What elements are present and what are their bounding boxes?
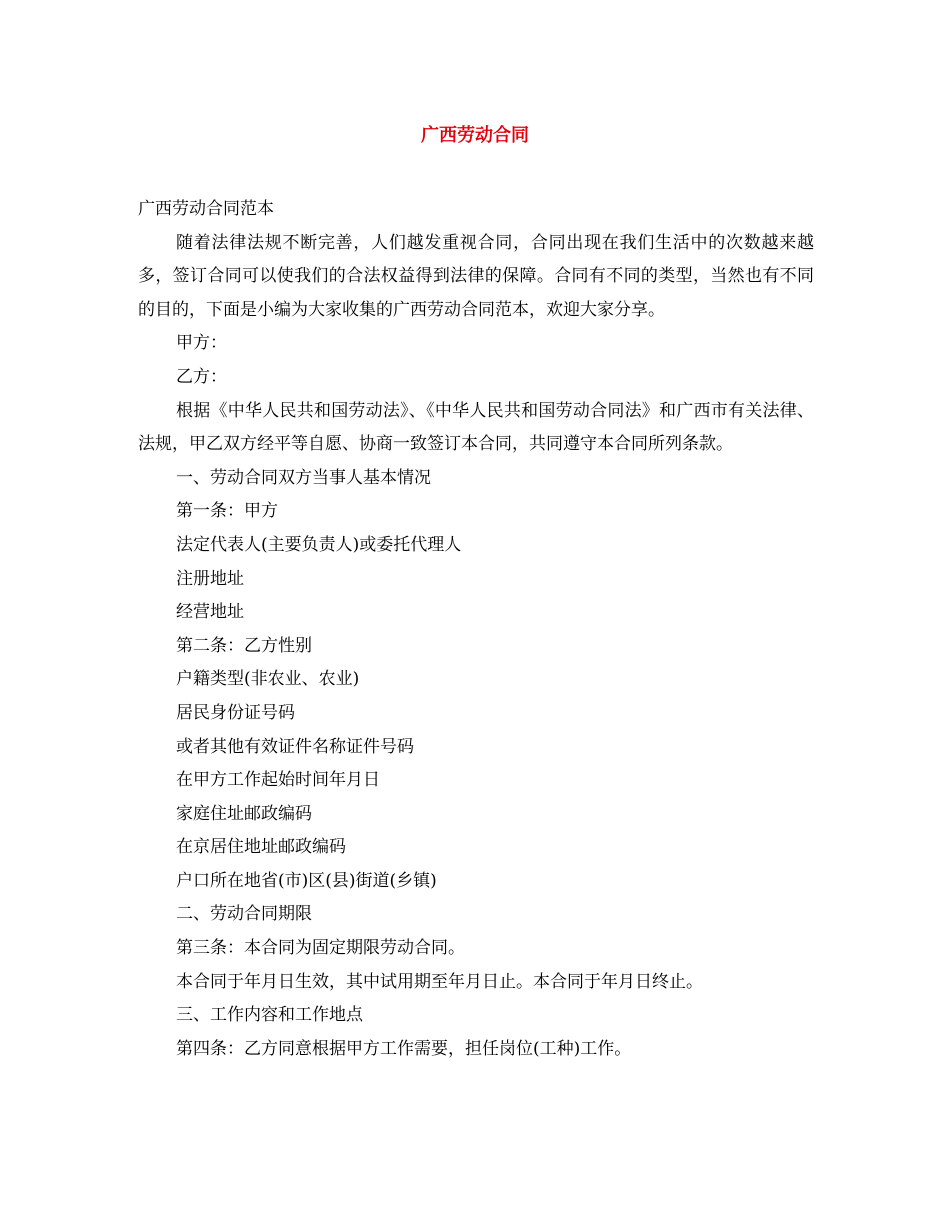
document-body — [138, 193, 814, 1066]
section-heading-term: 二、劳动合同期限 — [176, 904, 312, 925]
clause-2-line: 第二条：乙方性别 — [176, 635, 312, 656]
legal-representative-line: 法定代表人(主要负责人)或委托代理人 — [176, 534, 462, 555]
section-heading-basic-info: 一、劳动合同双方当事人基本情况 — [176, 467, 431, 488]
effective-date-line: 本合同于年月日生效，其中试用期至年月日止。本合同于年月日终止。 — [176, 971, 703, 992]
clause-4-line: 第四条：乙方同意根据甲方工作需要，担任岗位(工种)工作。 — [176, 1038, 632, 1059]
party-b-line: 乙方： — [176, 366, 227, 387]
intro-paragraph: 随着法律法规不断完善，人们越发重视合同，合同出现在我们生活中的次数越来越多，签订合同可以使我们的合法权益得到法律的保障。合同有不同的类型，当然也有不同的目的，下面是小编为大家收集的广西劳动合同范本，欢迎大家分享。 — [138, 232, 814, 320]
basis-paragraph: 根据《中华人民共和国劳动法》、《中华人民共和国劳动合同法》和广西市有关法律、法规，甲乙双方经平等自愿、协商一致签订本合同，共同遵守本合同所列条款。 — [138, 400, 814, 455]
clause-3-line: 第三条：本合同为固定期限劳动合同。 — [176, 938, 465, 959]
business-address-line: 经营地址 — [176, 602, 244, 623]
document-subtitle: 广西劳动合同范本 — [138, 199, 274, 219]
home-address-line: 家庭住址邮政编码 — [176, 803, 312, 824]
local-address-line: 在京居住地址邮政编码 — [176, 837, 346, 858]
clause-1-line: 第一条：甲方 — [176, 501, 278, 522]
section-heading-work: 三、工作内容和工作地点 — [176, 1005, 363, 1026]
hukou-location-line: 户口所在地省(市)区(县)街道(乡镇) — [176, 870, 437, 891]
party-a-line: 甲方： — [176, 333, 227, 354]
start-date-line: 在甲方工作起始时间年月日 — [176, 770, 380, 791]
id-number-line: 居民身份证号码 — [176, 702, 295, 723]
document-title: 广西劳动合同 — [421, 125, 529, 146]
registered-address-line: 注册地址 — [176, 568, 244, 589]
other-id-line: 或者其他有效证件名称证件号码 — [176, 736, 414, 757]
household-type-line: 户籍类型(非农业、农业) — [176, 669, 360, 690]
